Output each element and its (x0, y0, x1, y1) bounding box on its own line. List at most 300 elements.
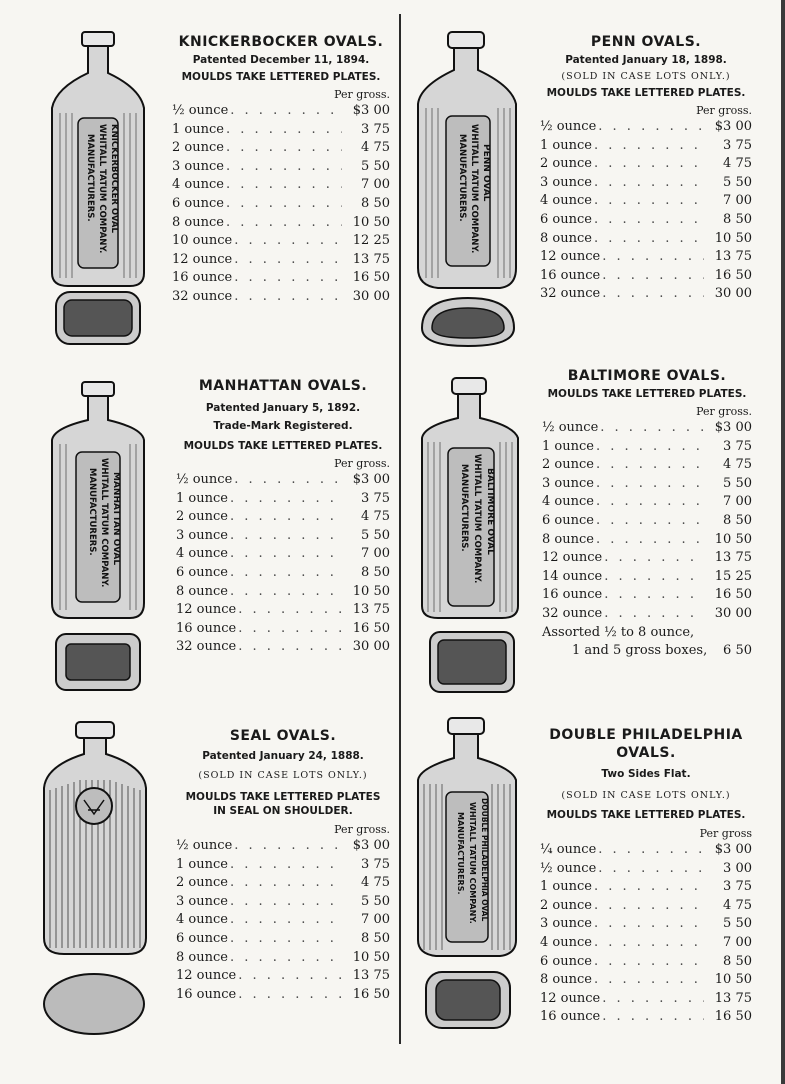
bottle-size: ½ ounce (176, 472, 233, 487)
manhattan-emboss-line-2: WHITALL TATUM COMPANY. (99, 458, 109, 588)
price-row (540, 934, 752, 953)
manhattan-bottle-illustration (38, 378, 158, 698)
leader-dots (602, 1008, 704, 1027)
price-per-gross: 4 75 (361, 509, 390, 525)
bottle-size: 6 ounce (176, 930, 228, 946)
bottle-size: 8 ounce (176, 583, 228, 599)
bottle-size: 2 ounce (542, 457, 594, 473)
price-row (172, 195, 390, 214)
penn-per-gross: Per gross. (696, 104, 752, 117)
price-row (172, 251, 390, 270)
penn-patent: Patented January 18, 1898. (565, 54, 727, 66)
price-row (540, 990, 752, 1009)
bottle-size: 12 ounce (540, 990, 601, 1006)
knickerbocker-title: KNICKERBOCKER OVALS. (178, 34, 384, 50)
leader-dots (594, 971, 704, 990)
double-philadelphia-title: DOUBLE PHILADELPHIA OVALS. (549, 727, 743, 761)
price-row (542, 419, 752, 438)
price-row (542, 456, 752, 475)
price-row (542, 438, 752, 457)
price-per-gross: 8 50 (361, 564, 390, 580)
leader-dots (230, 490, 342, 509)
price-per-gross: 5 50 (361, 527, 390, 543)
price-row (176, 949, 390, 968)
leader-dots (234, 288, 342, 307)
leader-dots (602, 248, 704, 267)
price-row (540, 192, 752, 211)
price-per-gross: $3 00 (352, 838, 390, 853)
price-row (176, 930, 390, 949)
price-row (176, 856, 390, 875)
leader-dots (238, 986, 342, 1005)
knickerbocker-price-list (172, 102, 390, 307)
bottle-size: 1 ounce (172, 121, 224, 137)
bottle-size: 32 ounce (176, 639, 237, 655)
bottle-size: ½ ounce (172, 103, 229, 118)
seal-moulds: MOULDS TAKE LETTERED PLATES (185, 791, 381, 803)
bottle-size: 16 ounce (542, 587, 603, 603)
price-per-gross: 13 75 (714, 249, 752, 265)
price-row (540, 211, 752, 230)
price-per-gross: 5 50 (361, 158, 390, 174)
bottle-size: 6 ounce (542, 512, 594, 528)
leader-dots (226, 158, 342, 177)
price-per-gross: 3 75 (723, 879, 752, 895)
leader-dots (230, 874, 342, 893)
double-philadelphia-section (540, 726, 752, 1027)
bottle-size: 2 ounce (540, 897, 592, 913)
leader-dots (594, 230, 704, 249)
leader-dots (230, 949, 342, 968)
bottle-size: 12 ounce (176, 968, 237, 984)
leader-dots (230, 930, 342, 949)
manhattan-section (176, 378, 390, 657)
price-row (540, 248, 752, 267)
baltimore-assorted-price: 6 50 (723, 643, 752, 659)
penn-case-lots-note: (SOLD IN CASE LOTS ONLY.) (561, 71, 731, 82)
bottle-size: 32 ounce (540, 286, 601, 302)
leader-dots (234, 837, 342, 856)
price-per-gross: 30 00 (352, 639, 390, 655)
leader-dots (238, 620, 342, 639)
price-row (176, 583, 390, 602)
bottle-size: 8 ounce (540, 230, 592, 246)
bottle-size: 4 ounce (176, 912, 228, 928)
leader-dots (594, 934, 704, 953)
knickerbocker-patent: Patented December 11, 1894. (192, 54, 370, 66)
leader-dots (226, 139, 342, 158)
leader-dots (596, 493, 704, 512)
manhattan-trademark: Trade-Mark Registered. (213, 420, 353, 432)
price-row (176, 490, 390, 509)
bottle-size: ¼ ounce (540, 842, 597, 857)
price-per-gross: 13 75 (352, 602, 390, 618)
price-row (176, 620, 390, 639)
knickerbocker-emboss-line-1: KNICKERBOCKER OVAL (109, 124, 119, 233)
price-per-gross: 3 75 (361, 490, 390, 506)
price-per-gross: $3 00 (714, 420, 752, 435)
bottle-size: 1 ounce (542, 438, 594, 454)
price-per-gross: 16 50 (352, 270, 390, 286)
knickerbocker-bottle-illustration (38, 28, 158, 358)
bottle-size: 12 ounce (176, 602, 237, 618)
bottle-size: 8 ounce (176, 949, 228, 965)
bottle-size: 32 ounce (542, 605, 603, 621)
leader-dots (602, 285, 704, 304)
price-per-gross: 10 50 (352, 214, 390, 230)
price-per-gross: 3 00 (723, 860, 752, 876)
price-per-gross: 16 50 (714, 1009, 752, 1025)
price-row (542, 605, 752, 624)
seal-per-gross: Per gross. (334, 823, 390, 836)
leader-dots (604, 605, 704, 624)
bottle-size: 16 ounce (540, 267, 601, 283)
price-row (542, 549, 752, 568)
price-per-gross: 30 00 (714, 605, 752, 621)
price-per-gross: 10 50 (352, 583, 390, 599)
leader-dots (602, 267, 704, 286)
bottle-size: 32 ounce (172, 288, 233, 304)
bottle-size: 3 ounce (176, 527, 228, 543)
price-per-gross: 13 75 (714, 550, 752, 566)
seal-seal-on-shoulder: IN SEAL ON SHOULDER. (213, 805, 353, 817)
seal-patent: Patented January 24, 1888. (202, 750, 364, 762)
bottle-size: 4 ounce (172, 177, 224, 193)
leader-dots (594, 137, 704, 156)
leader-dots (604, 586, 704, 605)
knickerbocker-emboss-line-3: MANUFACTURERS. (85, 134, 95, 222)
bottle-size: 8 ounce (172, 214, 224, 230)
manhattan-patent: Patented January 5, 1892. (205, 402, 361, 414)
price-per-gross: 10 50 (352, 949, 390, 965)
price-row (172, 269, 390, 288)
leader-dots (230, 564, 342, 583)
price-per-gross: $3 00 (714, 119, 752, 134)
penn-emboss-line-1: PENN OVAL (481, 144, 491, 202)
bottle-size: 10 ounce (172, 233, 233, 249)
bottle-size: 6 ounce (540, 211, 592, 227)
price-row (172, 158, 390, 177)
leader-dots (598, 118, 704, 137)
price-row (540, 155, 752, 174)
price-row (176, 527, 390, 546)
price-row (176, 508, 390, 527)
leader-dots (600, 419, 704, 438)
price-per-gross: 7 00 (361, 546, 390, 562)
manhattan-emboss-line-1: MANHATTAN OVAL (111, 472, 121, 566)
price-row (176, 545, 390, 564)
leader-dots (230, 893, 342, 912)
price-row (172, 214, 390, 233)
price-per-gross: 5 50 (723, 475, 752, 491)
leader-dots (594, 211, 704, 230)
price-row (172, 102, 390, 121)
price-per-gross: 5 50 (723, 916, 752, 932)
baltimore-title: BALTIMORE OVALS. (567, 368, 727, 384)
leader-dots (226, 214, 342, 233)
bottle-size: 1 ounce (176, 856, 228, 872)
price-row (540, 878, 752, 897)
price-per-gross: 5 50 (723, 174, 752, 190)
leader-dots (238, 638, 342, 657)
price-row (540, 841, 752, 860)
leader-dots (230, 102, 342, 121)
bottle-size: 6 ounce (176, 564, 228, 580)
price-per-gross: 3 75 (723, 438, 752, 454)
price-per-gross: 7 00 (361, 177, 390, 193)
baltimore-assorted-line-1: Assorted ½ to 8 ounce, (542, 624, 695, 640)
bottle-size: 6 ounce (540, 953, 592, 969)
leader-dots (594, 155, 704, 174)
price-per-gross: 8 50 (723, 953, 752, 969)
price-row (542, 512, 752, 531)
leader-dots (594, 878, 704, 897)
bottle-size: 1 ounce (176, 490, 228, 506)
price-per-gross: 30 00 (714, 286, 752, 302)
leader-dots (598, 841, 704, 860)
price-row (542, 586, 752, 605)
price-row (172, 232, 390, 251)
price-row (540, 267, 752, 286)
leader-dots (594, 953, 704, 972)
leader-dots (226, 176, 342, 195)
price-per-gross: 7 00 (723, 193, 752, 209)
bottle-size: 2 ounce (540, 156, 592, 172)
bottle-size: 3 ounce (172, 158, 224, 174)
bottle-size: ½ ounce (542, 420, 599, 435)
bottle-size: 4 ounce (542, 494, 594, 510)
leader-dots (598, 860, 704, 879)
bottle-size: 16 ounce (176, 986, 237, 1002)
price-row (540, 137, 752, 156)
price-per-gross: 4 75 (361, 875, 390, 891)
penn-title: PENN OVALS. (590, 34, 702, 50)
price-row (540, 285, 752, 304)
price-per-gross: $3 00 (714, 842, 752, 857)
price-per-gross: $3 00 (352, 103, 390, 118)
knickerbocker-moulds: MOULDS TAKE LETTERED PLATES. (181, 71, 381, 83)
price-row (172, 139, 390, 158)
price-per-gross: 8 50 (361, 195, 390, 211)
price-per-gross: 7 00 (723, 494, 752, 510)
leader-dots (594, 174, 704, 193)
manhattan-emboss-line-3: MANUFACTURERS. (87, 468, 97, 556)
price-row (176, 638, 390, 657)
price-row (172, 121, 390, 140)
column-divider (399, 14, 401, 1044)
price-row (176, 471, 390, 490)
leader-dots (230, 527, 342, 546)
leader-dots (234, 251, 342, 270)
double-philadelphia-emboss-line-1: DOUBLE PHILADELPHIA OVAL (480, 798, 489, 922)
price-per-gross: 8 50 (361, 930, 390, 946)
price-row (176, 874, 390, 893)
leader-dots (230, 508, 342, 527)
baltimore-price-list (542, 419, 752, 624)
leader-dots (230, 856, 342, 875)
bottle-size: 4 ounce (176, 546, 228, 562)
leader-dots (234, 269, 342, 288)
leader-dots (230, 545, 342, 564)
baltimore-bottle-illustration (408, 374, 532, 704)
seal-price-list (176, 837, 390, 1004)
double-philadelphia-bottle-illustration (406, 714, 530, 1054)
bottle-size: 8 ounce (542, 531, 594, 547)
price-per-gross: 4 75 (361, 140, 390, 156)
price-per-gross: 10 50 (714, 230, 752, 246)
double-philadelphia-moulds: MOULDS TAKE LETTERED PLATES. (546, 809, 746, 821)
bottle-size: 3 ounce (176, 893, 228, 909)
price-per-gross: 30 00 (352, 288, 390, 304)
price-row (540, 915, 752, 934)
leader-dots (238, 967, 342, 986)
bottle-size: 1 ounce (540, 879, 592, 895)
leader-dots (230, 911, 342, 930)
price-per-gross: 16 50 (352, 986, 390, 1002)
seal-shoulder-emblem (76, 788, 112, 824)
price-per-gross: 13 75 (352, 251, 390, 267)
bottle-size: 12 ounce (172, 251, 233, 267)
penn-price-list (540, 118, 752, 304)
penn-bottle-illustration (408, 28, 528, 358)
price-row (540, 174, 752, 193)
bottle-size: 3 ounce (540, 174, 592, 190)
leader-dots (594, 192, 704, 211)
price-row (540, 1008, 752, 1027)
price-row (540, 953, 752, 972)
leader-dots (238, 601, 342, 620)
bottle-size: 4 ounce (540, 934, 592, 950)
price-per-gross: 3 75 (361, 856, 390, 872)
price-row (176, 564, 390, 583)
double-philadelphia-case-lots-note: (SOLD IN CASE LOTS ONLY.) (561, 790, 731, 801)
double-philadelphia-two-sides-flat: Two Sides Flat. (601, 768, 691, 780)
knickerbocker-section (172, 34, 390, 307)
leader-dots (596, 438, 704, 457)
leader-dots (602, 990, 704, 1009)
price-per-gross: 8 50 (723, 512, 752, 528)
baltimore-assorted-note (542, 624, 752, 661)
price-per-gross: 16 50 (714, 267, 752, 283)
leader-dots (596, 531, 704, 550)
baltimore-section (542, 368, 752, 661)
price-row (176, 986, 390, 1005)
bottle-size: 16 ounce (172, 270, 233, 286)
price-row (540, 230, 752, 249)
seal-title: SEAL OVALS. (229, 728, 337, 744)
bottle-size: 2 ounce (176, 875, 228, 891)
double-philadelphia-emboss-line-3: MANUFACTURERS. (456, 812, 465, 895)
baltimore-per-gross: Per gross. (696, 405, 752, 418)
price-row (542, 475, 752, 494)
price-row (176, 893, 390, 912)
manhattan-title: MANHATTAN OVALS. (198, 378, 368, 394)
price-row (540, 897, 752, 916)
price-per-gross: 13 75 (714, 990, 752, 1006)
price-row (540, 971, 752, 990)
leader-dots (604, 568, 704, 587)
price-per-gross: 5 50 (361, 893, 390, 909)
bottle-size: 1 ounce (540, 137, 592, 153)
manhattan-moulds: MOULDS TAKE LETTERED PLATES. (183, 440, 383, 452)
baltimore-moulds: MOULDS TAKE LETTERED PLATES. (547, 388, 747, 400)
page-edge (781, 0, 785, 1084)
bottle-size: 8 ounce (540, 972, 592, 988)
baltimore-emboss-line-1: BALTIMORE OVAL (485, 468, 495, 555)
leader-dots (594, 897, 704, 916)
bottle-size: 12 ounce (542, 550, 603, 566)
price-row (176, 601, 390, 620)
price-per-gross: 7 00 (723, 934, 752, 950)
manhattan-price-list (176, 471, 390, 657)
price-per-gross: 4 75 (723, 457, 752, 473)
price-per-gross: 4 75 (723, 156, 752, 172)
price-per-gross: 12 25 (352, 233, 390, 249)
bottle-size: 16 ounce (176, 620, 237, 636)
price-per-gross: 13 75 (352, 968, 390, 984)
leader-dots (230, 583, 342, 602)
bottle-size: 16 ounce (540, 1009, 601, 1025)
bottle-size: 3 ounce (542, 475, 594, 491)
price-per-gross: $3 00 (352, 472, 390, 487)
bottle-size: ½ ounce (540, 119, 597, 134)
double-philadelphia-emboss-line-2: WHITALL TATUM COMPANY. (468, 802, 477, 924)
price-per-gross: 8 50 (723, 211, 752, 227)
price-per-gross: 16 50 (352, 620, 390, 636)
seal-section (176, 728, 390, 1004)
penn-moulds: MOULDS TAKE LETTERED PLATES. (546, 87, 746, 99)
leader-dots (604, 549, 704, 568)
leader-dots (234, 232, 342, 251)
price-per-gross: 10 50 (714, 531, 752, 547)
bottle-size: ½ ounce (540, 860, 597, 876)
bottle-size: 3 ounce (540, 916, 592, 932)
penn-emboss-line-2: WHITALL TATUM COMPANY. (469, 124, 479, 254)
manhattan-per-gross: Per gross. (334, 457, 390, 470)
leader-dots (594, 915, 704, 934)
knickerbocker-emboss-line-2: WHITALL TATUM COMPANY. (97, 124, 107, 254)
bottle-size: 12 ounce (540, 249, 601, 265)
bottle-size: ½ ounce (176, 838, 233, 853)
seal-bottle-illustration (34, 718, 158, 1048)
price-row (540, 118, 752, 137)
baltimore-emboss-line-2: WHITALL TATUM COMPANY. (472, 454, 482, 584)
bottle-size: 6 ounce (172, 195, 224, 211)
leader-dots (596, 456, 704, 475)
double-philadelphia-per-gross: Per gross (699, 827, 752, 840)
double-philadelphia-price-list (540, 841, 752, 1027)
price-row (172, 288, 390, 307)
price-row (542, 531, 752, 550)
leader-dots (234, 471, 342, 490)
seal-case-lots-note: (SOLD IN CASE LOTS ONLY.) (198, 770, 368, 781)
penn-emboss-line-3: MANUFACTURERS. (457, 134, 467, 222)
leader-dots (226, 121, 342, 140)
price-row (172, 176, 390, 195)
price-row (176, 911, 390, 930)
price-per-gross: 10 50 (714, 972, 752, 988)
knickerbocker-per-gross: Per gross. (334, 88, 390, 101)
baltimore-assorted-line-2: 1 and 5 gross boxes, (572, 643, 708, 659)
price-per-gross: 3 75 (723, 137, 752, 153)
price-row (542, 493, 752, 512)
leader-dots (226, 195, 342, 214)
price-row (540, 860, 752, 879)
price-row (176, 837, 390, 856)
price-per-gross: 15 25 (714, 568, 752, 584)
bottle-size: 2 ounce (172, 140, 224, 156)
bottle-size: 2 ounce (176, 509, 228, 525)
